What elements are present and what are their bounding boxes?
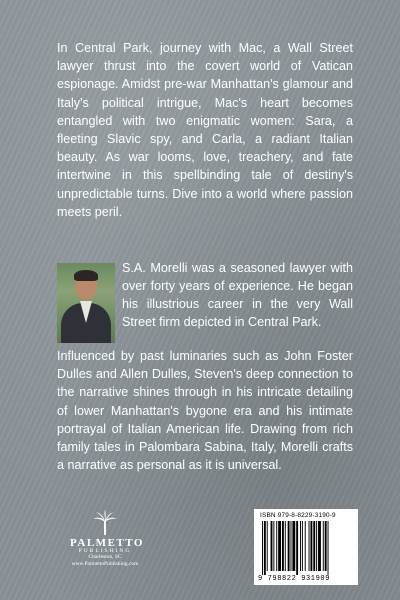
barcode-bar [313, 521, 315, 571]
barcode-bar [262, 521, 263, 575]
barcode-bar [305, 521, 306, 571]
barcode-bar [316, 521, 317, 571]
author-bio-long: Influenced by past luminaries such as John Foster Dulles and Allen Dulles, Steven's deep connection to the narrative shines through in his intricate detailing of lower Manhattan's bygone era and his intimate portrayal of Italian American life. Drawing from rich family tales in Palombara Sabina, Italy, Morelli crafts a narrative as personal as it is universal. [57, 349, 353, 473]
author-bio-short: S.A. Morelli was a seasoned lawyer with over forty years of experience. He began his illustrious career in the very Wall Street firm depicted in Central Park. [122, 261, 353, 329]
barcode-bar [292, 521, 295, 571]
barcode-bar [296, 521, 298, 575]
barcode [260, 521, 352, 575]
barcode-digits: 9 798822 931909 [258, 575, 331, 583]
barcode-bar [309, 521, 310, 571]
publisher-subtitle: PUBLISHING [78, 548, 132, 554]
publisher-logo [70, 510, 144, 590]
isbn-label: ISBN 979-8-8229-3190-9 [260, 512, 336, 519]
barcode-bar [271, 521, 273, 571]
barcode-bar [300, 521, 301, 571]
barcode-bar [288, 521, 290, 571]
author-hair [74, 270, 98, 281]
isbn-barcode-box [254, 509, 358, 585]
barcode-bar [267, 521, 268, 571]
author-photo [57, 263, 115, 343]
barcode-bar [285, 521, 286, 571]
barcode-bar [276, 521, 277, 571]
barcode-bar [310, 521, 312, 571]
barcode-bar [323, 521, 324, 571]
publisher-city: Charleston, SC [88, 554, 122, 560]
barcode-bar [328, 521, 329, 575]
barcode-bar [291, 521, 292, 571]
back-cover-blurb: In Central Park, journey with Mac, a Wall Street lawyer thrust into the covert world of Vatican espionage. Amidst pre-war Manhattan's glamour and Italy's political intrigue, Mac's heart becomes entangled with two enigmatic women: Sara, a fleeting Slavic spy, and Carla, a radiant Italian beauty. As war looms, love, treachery, and fate intertwine in this spellbinding tale of destiny's unpredictable turns. Dive into a world where passion meets peril. [57, 41, 353, 219]
barcode-bar [282, 521, 284, 571]
barcode-bar [264, 521, 266, 575]
publisher-name: PALMETTO [70, 537, 144, 549]
barcode-bar [318, 521, 321, 571]
barcode-bar [325, 521, 327, 571]
barcode-bar [302, 521, 303, 571]
barcode-bar [273, 521, 274, 571]
publisher-website: www.PalmettoPublishing.com [71, 561, 139, 567]
palmetto-tree-icon [92, 510, 118, 536]
barcode-bar [278, 521, 281, 571]
